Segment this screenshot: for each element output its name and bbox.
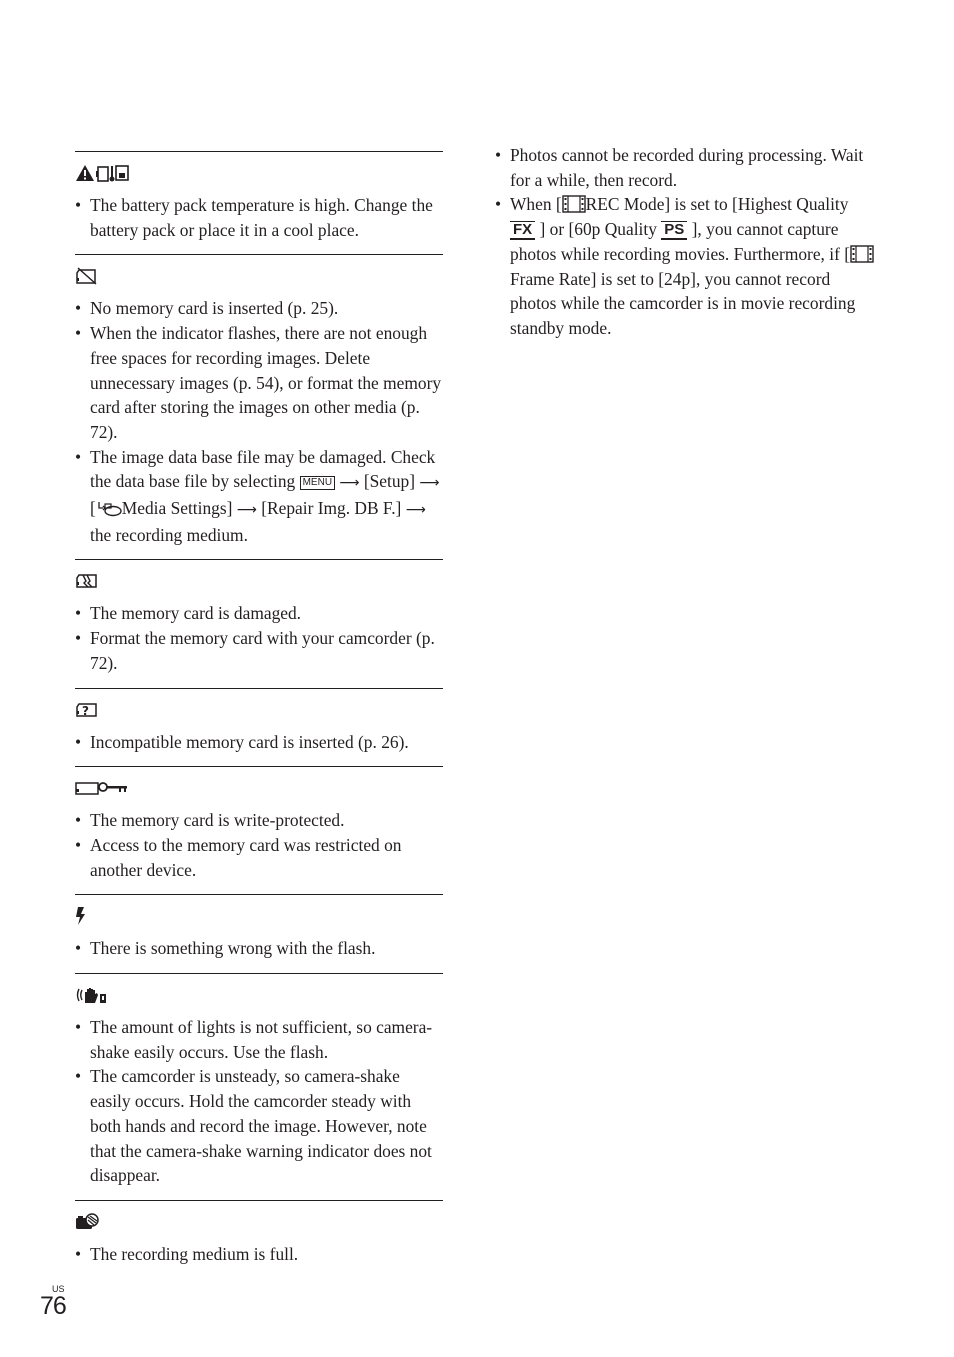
list-item: [75, 445, 443, 548]
page-number: 76: [40, 1292, 66, 1320]
camera-shake-warning-icon: [75, 985, 109, 1005]
item-text: [: [90, 498, 96, 519]
fx-quality-badge: FX: [510, 221, 535, 240]
arrow-right-icon: ⟶: [405, 502, 426, 519]
list-item: • There is something wrong with the flash.: [75, 936, 443, 961]
item-text: [Repair Img. DB F.]: [261, 498, 402, 519]
list-item: • Incompatible memory card is inserted (p. 26).: [75, 730, 443, 755]
list-item: • The memory card is damaged.: [75, 601, 443, 626]
recording-medium-full-icon: [75, 1212, 101, 1232]
left-column: [75, 151, 443, 1267]
media-settings-icon: [96, 499, 122, 517]
list-item: • Access to the memory card was restricted on another device.: [75, 833, 443, 882]
memory-card-damaged-icon: [75, 572, 99, 590]
list-item: • Photos cannot be recorded during processing. Wait for a while, then record.: [495, 143, 875, 192]
section-battery-temperature: [75, 151, 443, 254]
ps-quality-badge: PS: [661, 221, 687, 240]
arrow-right-icon: ⟶: [339, 475, 360, 492]
section-no-memory-card: [75, 254, 443, 559]
menu-button-label: MENU: [300, 476, 335, 490]
arrow-right-icon: ⟶: [236, 502, 257, 519]
no-memory-card-icon: [75, 267, 99, 285]
list-item: • The amount of lights is not sufficient, so camera-shake easily occurs. Use the flash.: [75, 1015, 443, 1064]
list-item: • The battery pack temperature is high. Change the battery pack or place it in a cool place.: [75, 193, 443, 242]
item-text: [Setup]: [363, 471, 416, 492]
list-item: [495, 192, 875, 340]
list-item: • The memory card is write-protected.: [75, 808, 443, 833]
flash-icon: [75, 906, 87, 926]
right-column: [495, 143, 875, 341]
movie-film-icon: [850, 245, 874, 263]
item-text: Frame Rate] is set to [24p], you cannot record photos while the camcorder is in movie recording standby mode.: [510, 268, 856, 338]
list-item: • Format the memory card with your camcorder (p. 72).: [75, 626, 443, 675]
write-protected-card-icon: [75, 780, 129, 796]
svg-text:?: ?: [82, 703, 89, 718]
item-text: When [: [510, 194, 562, 215]
section-incompatible-card: [75, 688, 443, 767]
section-flash: [75, 894, 443, 973]
item-text: REC Mode] is set to [Highest Quality: [585, 194, 849, 215]
section-write-protected: [75, 766, 443, 894]
item-text: The image data base file may be damaged. Check the data base file by selecting: [90, 446, 436, 492]
section-camera-shake: [75, 973, 443, 1200]
arrow-right-icon: ⟶: [419, 475, 440, 492]
item-text: Media Settings]: [121, 498, 233, 519]
list-item: • When the indicator flashes, there are not enough free spaces for recording images. Delete unnecessary images (p. 54), or format the memory card after storing the images on other media (p. 72).: [75, 321, 443, 445]
section-medium-full: [75, 1200, 443, 1267]
item-text: ], you cannot capture photos while recording movies. Furthermore, if [: [510, 219, 851, 264]
battery-temperature-warning-icon: [75, 163, 131, 183]
incompatible-memory-card-icon: [75, 701, 99, 719]
region-code: US: [52, 1284, 65, 1294]
list-item: • The recording medium is full.: [75, 1242, 443, 1267]
list-item: • No memory card is inserted (p. 25).: [75, 296, 443, 321]
movie-film-icon: [562, 195, 586, 213]
list-item: • The camcorder is unsteady, so camera-shake easily occurs. Hold the camcorder steady with both hands and record the image. However, note that the camera-shake warning indicator does not disappear.: [75, 1064, 443, 1188]
item-text: the recording medium.: [90, 524, 248, 545]
section-memory-card-damaged: [75, 559, 443, 687]
item-text: ] or [60p Quality: [539, 219, 657, 240]
